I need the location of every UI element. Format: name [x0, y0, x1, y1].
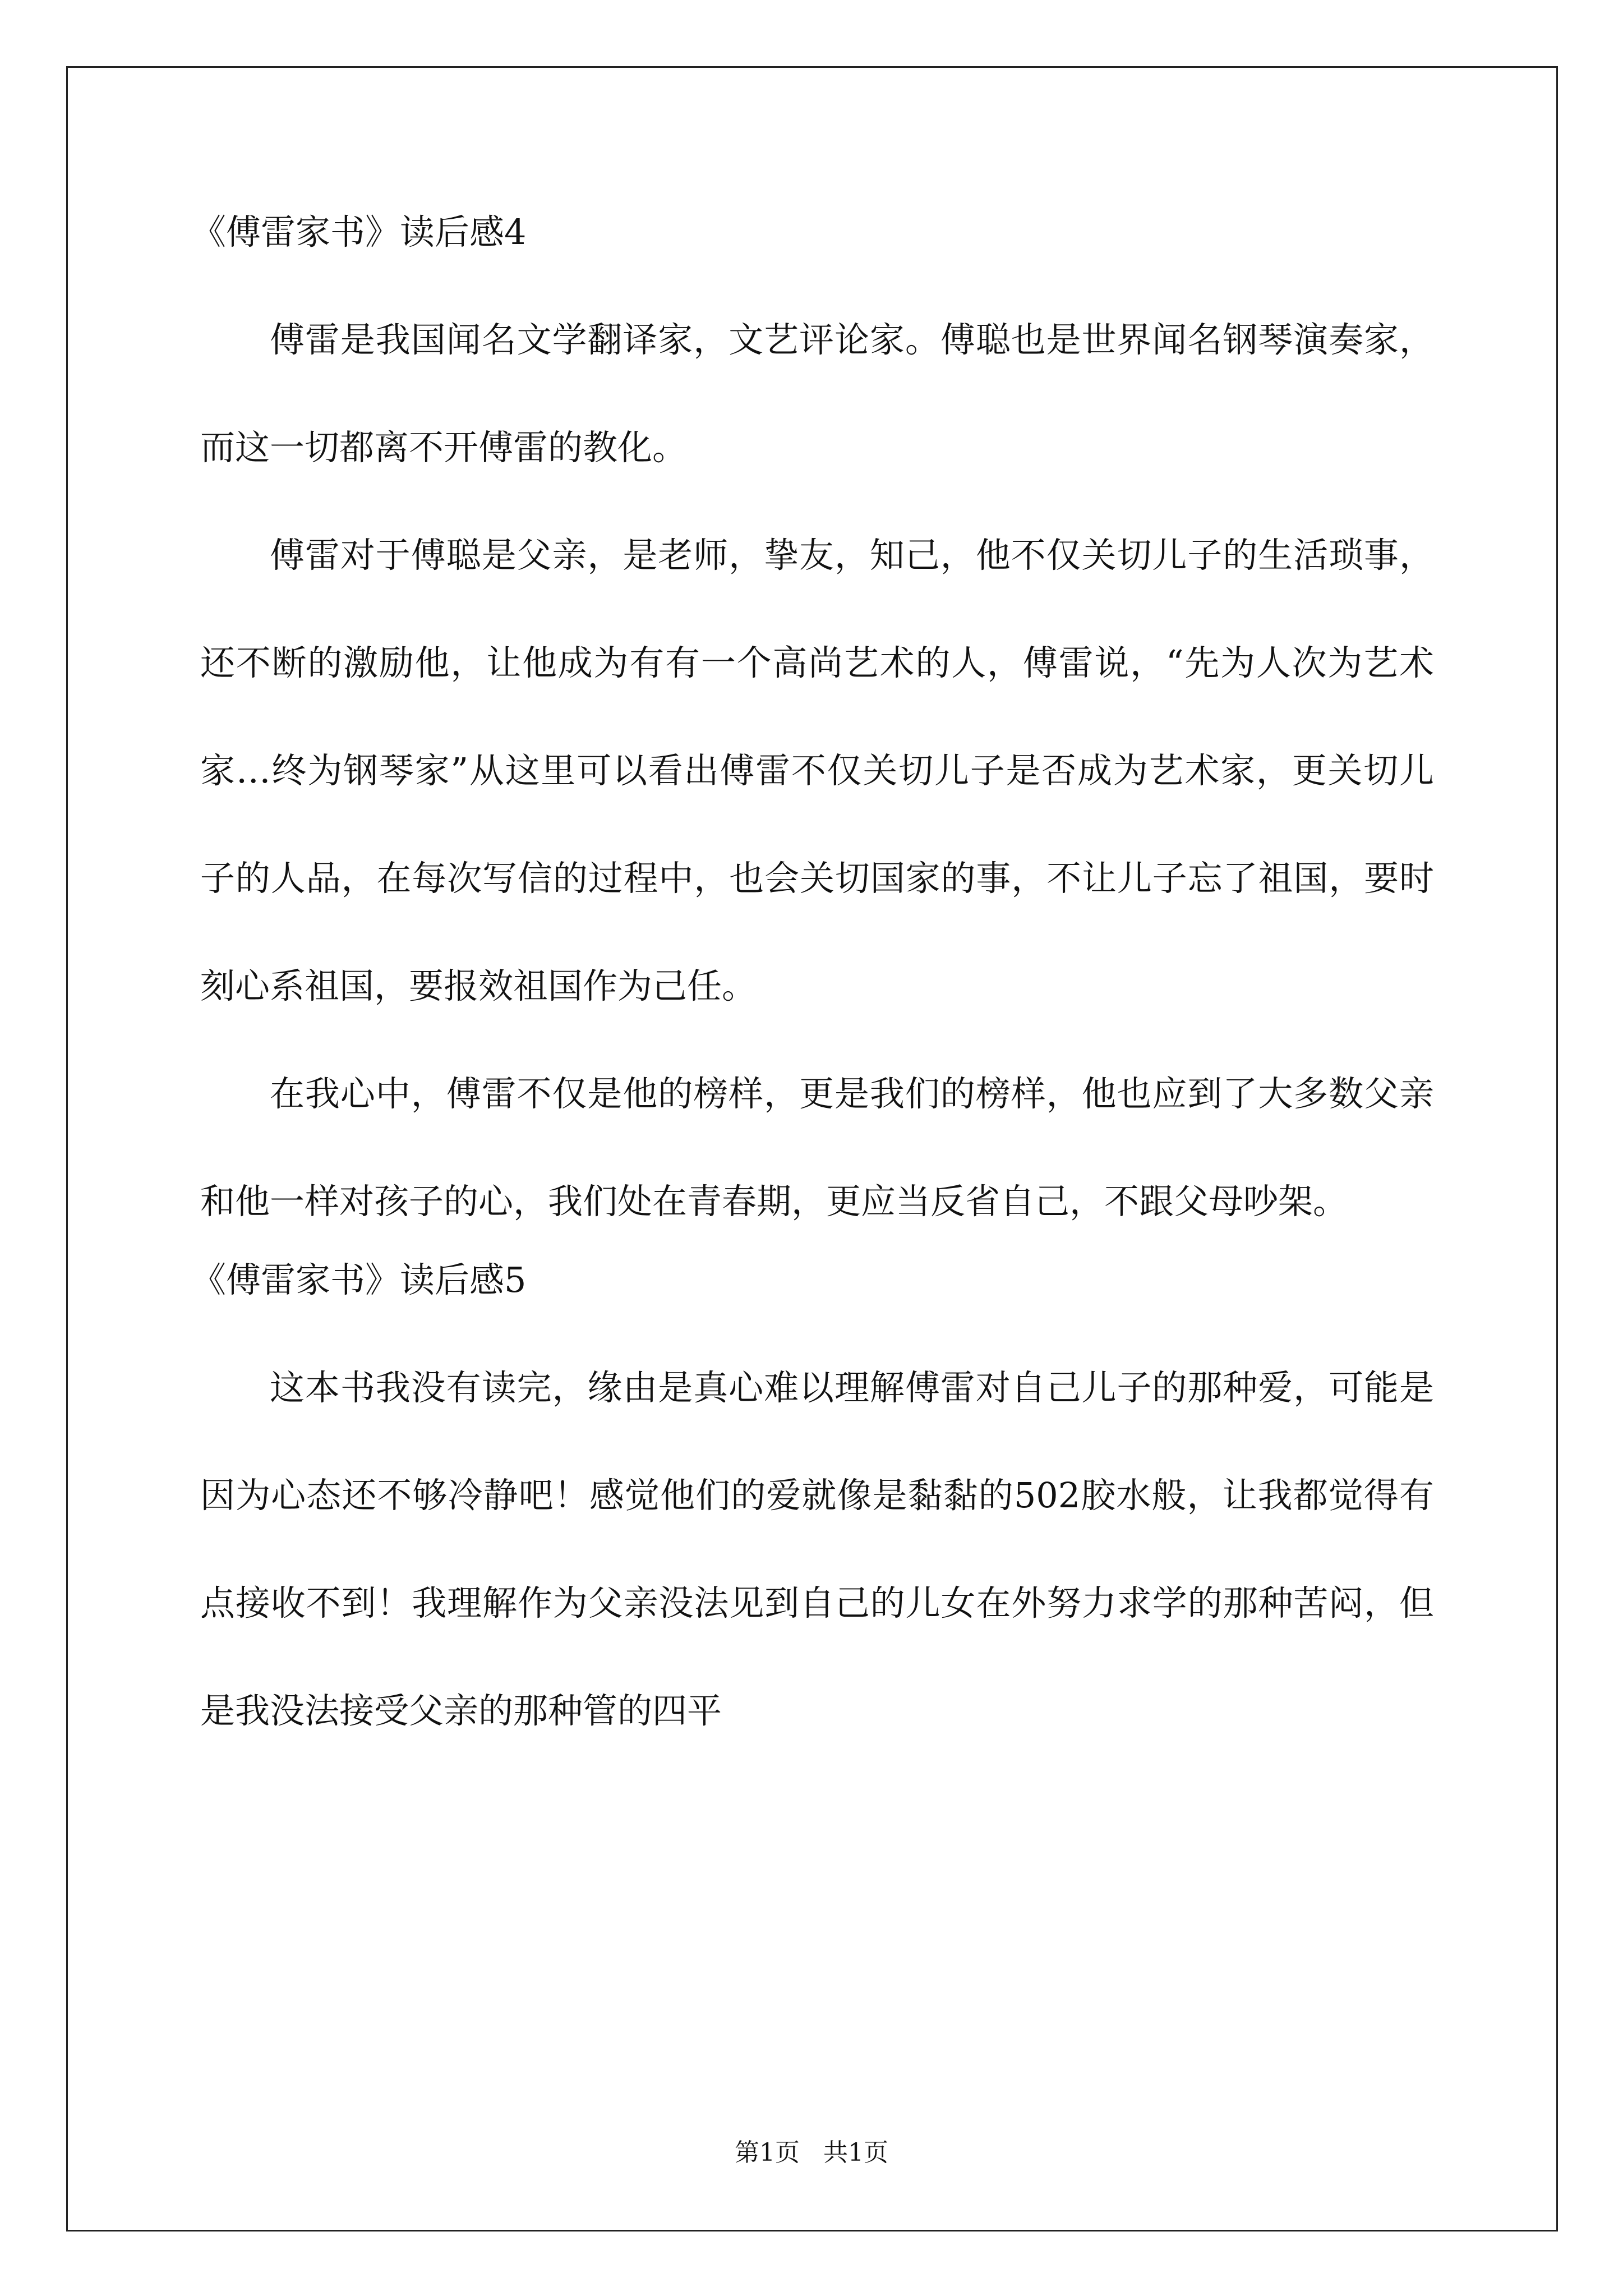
paragraph: 在我心中，傅雷不仅是他的榜样，更是我们的榜样，他也应到了大多数父亲和他一样对孩子的心，我们处在青春期，更应当反省自己，不跟父母吵架。	[200, 1073, 1434, 1222]
paragraph: 傅雷是我国闻名文学翻译家，文艺评论家。傅聪也是世界闻名钢琴演奏家，而这一切都离不开傅雷的教化。	[200, 319, 1434, 468]
section-heading: 《傅雷家书》读后感5	[191, 1259, 527, 1300]
section-5	[191, 1255, 1434, 1765]
section-4	[191, 208, 1434, 1255]
document-body	[191, 208, 1434, 1765]
paragraph: 傅雷对于傅聪是父亲，是老师，挚友，知己，他不仅关切儿子的生活琐事，还不断的激励他，让他成为有有一个高尚艺术的人，傅雷说，“先为人次为艺术家…终为钢琴家”从这里可以看出傅雷不仅关切儿子是否成为艺术家，更关切儿子的人品，在每次写信的过程中，也会关切国家的事，不让儿子忘了祖国，要时刻心系祖国，要报效祖国作为己任。	[200, 535, 1434, 1006]
section-heading: 《傅雷家书》读后感4	[191, 211, 527, 252]
paragraph: 这本书我没有读完，缘由是真心难以理解傅雷对自己儿子的那种爱，可能是因为心态还不够冷静吧！感觉他们的爱就像是黏黏的502胶水般，让我都觉得有点接收不到！我理解作为父亲没法见到自己的儿女在外努力求学的那种苦闷，但是我没法接受父亲的那种管的四平	[200, 1367, 1434, 1731]
page-footer: 第1页 共1页	[735, 2138, 888, 2167]
